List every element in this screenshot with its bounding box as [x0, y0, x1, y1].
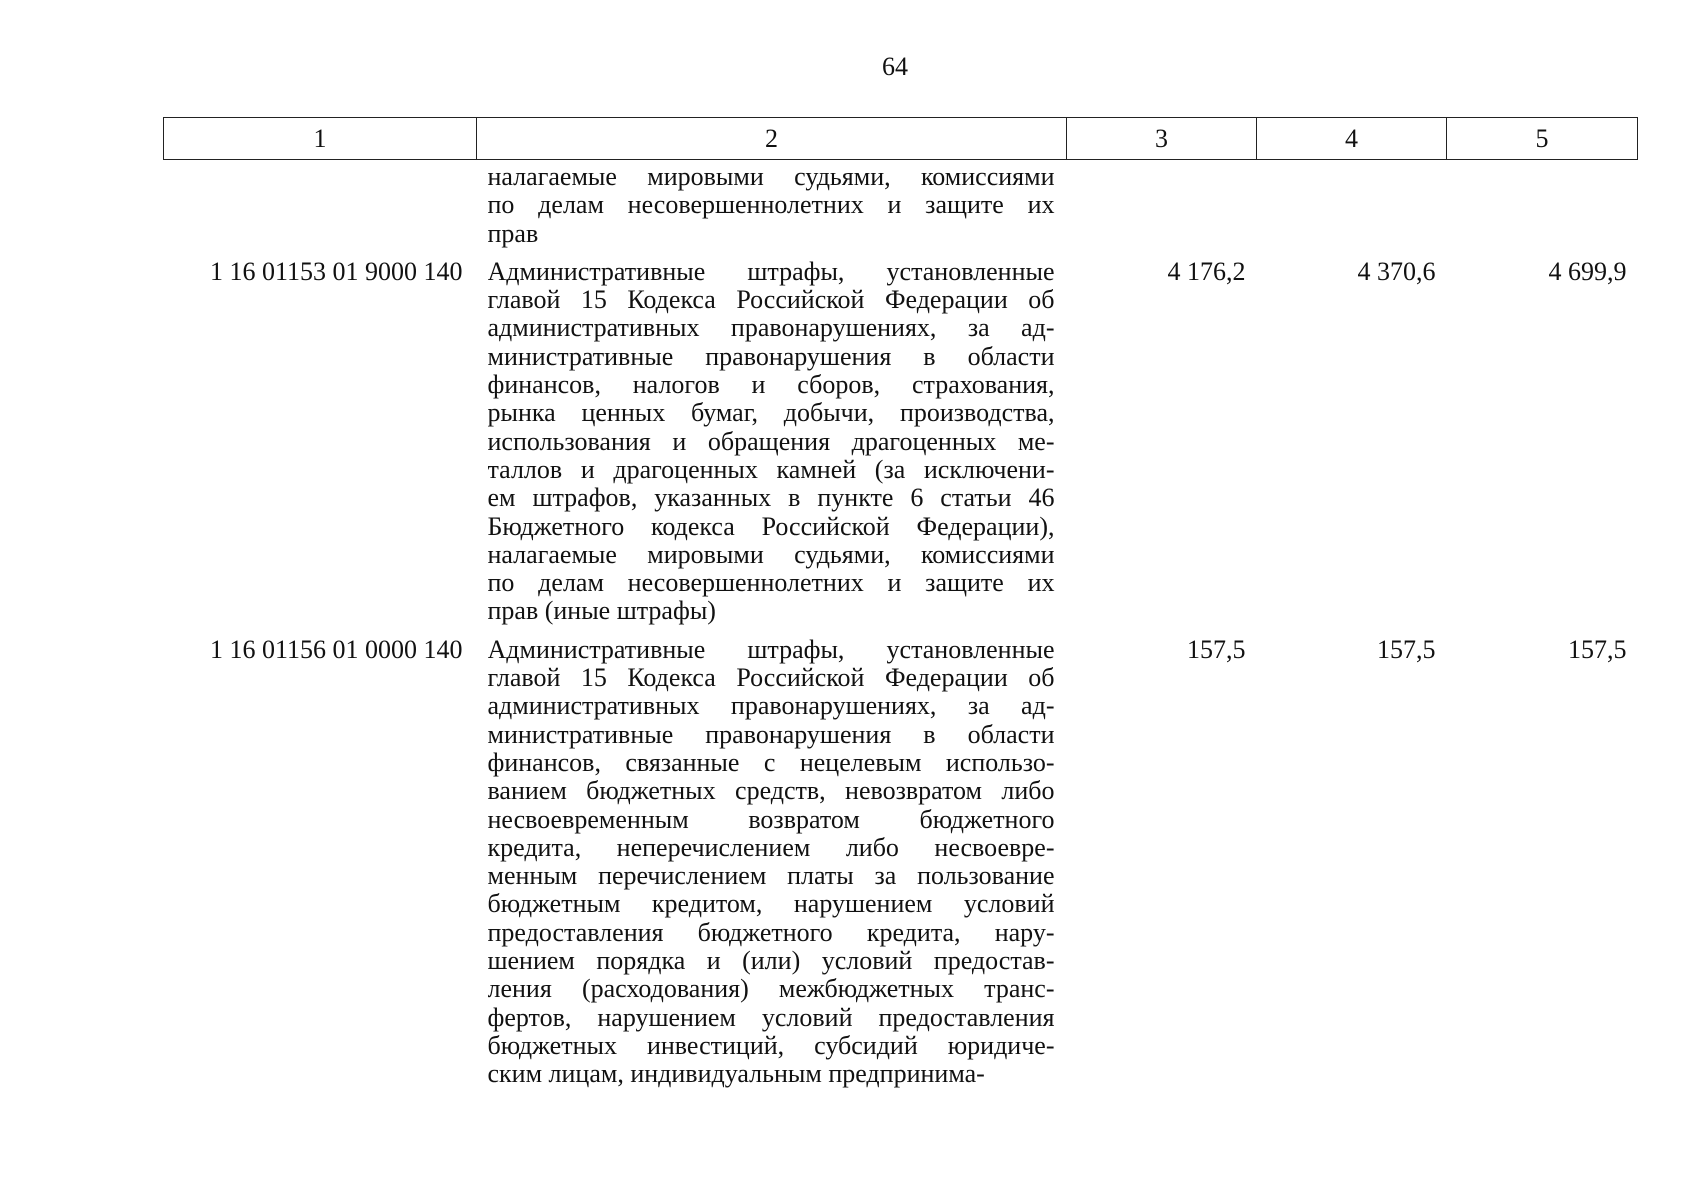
description-cell — [477, 248, 1067, 626]
budget-code-cell: 1 16 01156 01 0000 140 — [209, 634, 463, 664]
amount-cell-col4: 4 370,6 — [1357, 256, 1436, 286]
description-line: финансов, связанные с нецелевым использо- — [487, 748, 1055, 777]
description-line: Бюджетного кодекса Российской Федерации), — [487, 512, 1055, 541]
table-row — [164, 626, 1638, 1089]
table-header-row — [164, 118, 1638, 160]
budget-table — [163, 117, 1638, 1089]
description-line: министративные правонарушения в области — [487, 720, 1055, 749]
amount-cell-col5 — [1447, 160, 1638, 248]
amount-cell-col3: 157,5 — [1187, 634, 1246, 664]
budget-code-cell — [164, 160, 477, 248]
description-line: рынка ценных бумаг, добычи, производства, — [487, 399, 1055, 428]
description-line: фертов, нарушением условий предоставления — [487, 1003, 1055, 1032]
description-line: ем штрафов, указанных в пункте 6 статьи 46 — [487, 484, 1055, 513]
description-line: использования и обращения драгоценных ме- — [487, 427, 1055, 456]
description-cell — [477, 160, 1067, 248]
description-line: таллов и драгоценных камней (за исключени- — [487, 455, 1055, 484]
column-header-2: 2 — [477, 118, 1067, 160]
amount-cell-col5: 4 699,9 — [1548, 256, 1627, 286]
budget-code-cell: 1 16 01153 01 9000 140 — [209, 256, 463, 286]
description-line: финансов, налогов и сборов, страхования, — [487, 371, 1055, 400]
description-line: предоставления бюджетного кредита, нару- — [487, 918, 1055, 947]
description-line: по делам несовершеннолетних и защите их — [487, 569, 1055, 598]
description-line: менным перечислением платы за пользование — [487, 862, 1055, 891]
column-header-1: 1 — [164, 118, 477, 160]
amount-cell-col3 — [1067, 160, 1257, 248]
description-line: ления (расходования) межбюджетных транс- — [487, 975, 1055, 1004]
table-row — [164, 160, 1638, 248]
column-header-5: 5 — [1447, 118, 1638, 160]
description-line: прав (иные штрафы) — [487, 597, 716, 626]
amount-cell-col4: 157,5 — [1377, 634, 1436, 664]
description-line: по делам несовершеннолетних и защите их — [487, 191, 1055, 220]
description-line: шением порядка и (или) условий предостав- — [487, 947, 1055, 976]
column-header-3: 3 — [1067, 118, 1257, 160]
amount-cell-col4 — [1257, 160, 1447, 248]
amount-cell-col3: 4 176,2 — [1167, 256, 1246, 286]
description-line: Административные штрафы, установленные — [487, 257, 1055, 286]
table-row — [164, 248, 1638, 626]
description-line: налагаемые мировыми судьями, комиссиями — [487, 540, 1055, 569]
description-line: прав — [487, 219, 539, 248]
description-line: главой 15 Кодекса Российской Федерации об — [487, 286, 1055, 315]
description-line: главой 15 Кодекса Российской Федерации об — [487, 664, 1055, 693]
description-line: бюджетным кредитом, нарушением условий — [487, 890, 1055, 919]
description-line: административных правонарушениях, за ад- — [487, 692, 1055, 721]
description-line: бюджетных инвестиций, субсидий юридиче- — [487, 1031, 1055, 1060]
column-header-4: 4 — [1257, 118, 1447, 160]
page-number: 64 — [882, 52, 908, 81]
description-line: Административные штрафы, установленные — [487, 635, 1055, 664]
description-line: министративные правонарушения в области — [487, 342, 1055, 371]
description-line: ванием бюджетных средств, невозвратом либо — [487, 777, 1055, 806]
description-cell — [477, 626, 1067, 1089]
description-line: административных правонарушениях, за ад- — [487, 314, 1055, 343]
amount-cell-col5: 157,5 — [1568, 634, 1627, 664]
description-line: ским лицам, индивидуальным предпринима- — [487, 1060, 985, 1089]
description-line: налагаемые мировыми судьями, комиссиями — [487, 163, 1055, 191]
description-line: кредита, неперечислением либо несвоевре- — [487, 833, 1055, 862]
description-line: несвоевременным возвратом бюджетного — [487, 805, 1055, 834]
table-body — [164, 160, 1638, 1089]
